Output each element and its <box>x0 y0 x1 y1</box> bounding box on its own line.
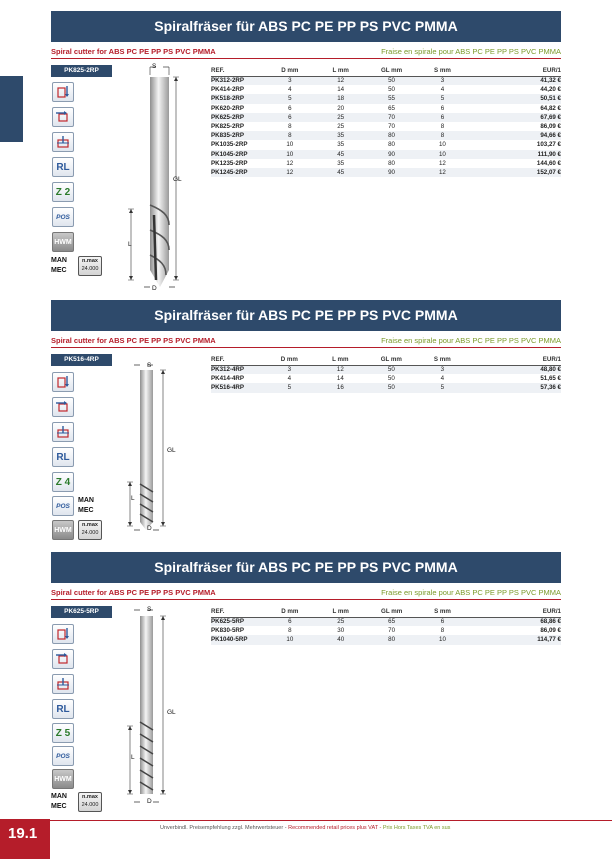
section-subtitle-row <box>51 333 561 348</box>
cell-l: 40 <box>315 635 366 644</box>
cell-s: 8 <box>440 123 445 131</box>
cell-ref: PK835-2RP <box>211 131 264 140</box>
cell-d: 10 <box>264 635 315 644</box>
spiral-cutter-drawing <box>126 606 196 814</box>
cell-price: 114,77 € <box>468 635 561 644</box>
dim-label-l: L <box>131 754 135 761</box>
section-subtitle-row <box>51 44 561 59</box>
cell-gl: 65 <box>388 104 395 112</box>
cell-s: 10 <box>417 635 468 644</box>
cell-gl: 50 <box>387 375 395 383</box>
cell-ref: PK516-4RP <box>211 383 264 392</box>
cell-d: 10 <box>264 150 315 159</box>
cell-d: 5 <box>264 94 315 103</box>
table-row <box>211 168 561 177</box>
hwm-material-icon: HWM <box>52 232 74 252</box>
table-row <box>211 617 561 626</box>
cell-d: 6 <box>288 104 292 112</box>
table-header-row: REF. D mm L mm GL mm S mm EUR/1 <box>211 66 561 76</box>
cell-price: 86,09 € <box>540 627 561 635</box>
cell-l: 14 <box>336 375 344 383</box>
table-row <box>211 383 561 392</box>
side-cut-icon <box>52 649 74 669</box>
max-rpm-badge: n.max 24.000 <box>78 792 102 812</box>
max-rpm-badge: n.max 24.000 <box>78 520 102 540</box>
cell-gl: 70 <box>388 627 396 635</box>
chapter-side-tab <box>0 76 23 142</box>
dim-label-d: D <box>147 525 152 532</box>
cell-gl: 90 <box>366 168 417 177</box>
table-row <box>211 626 561 635</box>
cell-ref: PK312-4RP <box>211 365 264 374</box>
cell-l: 18 <box>315 94 366 103</box>
cell-price: 94,66 € <box>468 131 561 140</box>
table-body <box>211 365 561 393</box>
cell-l: 35 <box>337 159 345 167</box>
cell-ref: PK414-4RP <box>211 375 245 383</box>
subtitle-english: Spiral cutter for ABS PC PE PP PS PVC PMMA <box>51 336 216 345</box>
cell-ref: PK1235-2RP <box>211 159 248 167</box>
cell-gl: 90 <box>366 150 417 159</box>
cell-price: 152,07 € <box>468 168 561 177</box>
max-rpm-badge: n.max 24.000 <box>78 256 102 276</box>
table-row <box>211 131 561 140</box>
cell-price: 57,36 € <box>468 383 561 392</box>
man-mec-label: MAN MEC <box>51 793 67 810</box>
cell-gl: 50 <box>366 76 417 85</box>
side-cut-icon <box>52 107 74 127</box>
cell-l: 45 <box>315 168 366 177</box>
cell-gl: 65 <box>366 617 417 626</box>
cell-d: 4 <box>287 375 292 383</box>
cell-ref: PK1245-2RP <box>211 168 264 177</box>
product-section-3 <box>51 552 561 814</box>
plunge-cut-icon <box>52 624 74 644</box>
positive-helix-icon: POS <box>52 496 74 516</box>
cell-s: 8 <box>417 131 468 140</box>
spiral-cutter-drawing <box>126 65 196 295</box>
cell-s: 3 <box>417 76 468 85</box>
cell-d: 3 <box>264 365 315 374</box>
table-row <box>211 635 561 644</box>
table-header-row: REF. D mm L mm GL mm S mm EUR/1 <box>211 355 561 365</box>
cell-l: 12 <box>315 365 366 374</box>
cell-s: 10 <box>438 141 446 149</box>
table-row <box>211 150 561 159</box>
man-mec-label: MAN MEC <box>51 257 67 274</box>
table-row <box>211 374 561 383</box>
cell-ref: PK518-2RP <box>211 94 264 103</box>
rotation-rl-icon: RL <box>52 447 74 467</box>
table-row <box>211 113 561 122</box>
cell-price: 144,60 € <box>536 159 561 167</box>
cell-gl: 80 <box>366 635 417 644</box>
flute-count-icon: Z 4 <box>52 472 74 492</box>
cell-ref: PK825-2RP <box>211 123 245 131</box>
cell-l: 12 <box>315 76 366 85</box>
cell-ref: PK1040-5RP <box>211 635 264 644</box>
cell-price: 67,69 € <box>468 113 561 122</box>
dim-label-l: L <box>128 241 132 248</box>
table-body <box>211 617 561 645</box>
cell-s: 5 <box>417 383 468 392</box>
man-mec-label: MAN MEC <box>78 497 94 514</box>
cell-price: 103,27 € <box>536 141 561 149</box>
cell-price: 50,51 € <box>468 94 561 103</box>
table-header-row: REF. D mm L mm GL mm S mm EUR/1 <box>211 607 561 617</box>
table-row <box>211 94 561 103</box>
cell-l: 35 <box>337 141 345 149</box>
dim-label-s: S <box>152 63 157 70</box>
cell-d: 8 <box>288 123 292 131</box>
cell-price: 51,65 € <box>540 375 561 383</box>
cell-price: 86,09 € <box>540 123 561 131</box>
cell-s: 4 <box>440 375 445 383</box>
section-subtitle-row <box>51 585 561 600</box>
cell-s: 6 <box>417 617 468 626</box>
footer-note-de: Unverbindl. Preisempfehlung zzgl. Mehrwertsteuer - <box>160 825 289 831</box>
hwm-material-icon: HWM <box>52 769 74 789</box>
cell-price: 41,32 € <box>468 76 561 85</box>
cell-l: 25 <box>315 113 366 122</box>
cell-l: 45 <box>315 150 366 159</box>
table-row <box>211 159 561 168</box>
cell-l: 25 <box>315 617 366 626</box>
dim-label-d: D <box>147 798 152 805</box>
cell-gl: 55 <box>366 94 417 103</box>
cell-l: 16 <box>315 383 366 392</box>
flute-count-icon: Z 2 <box>52 182 74 202</box>
cell-gl: 50 <box>366 383 417 392</box>
cell-d: 8 <box>264 131 315 140</box>
spiral-cutter-drawing <box>126 354 196 544</box>
product-table <box>211 355 561 393</box>
cell-l: 25 <box>337 123 345 131</box>
cell-gl: 80 <box>388 159 395 167</box>
ref-badge: PK625-5RP <box>51 606 112 618</box>
cell-l: 30 <box>337 627 345 635</box>
cell-gl: 80 <box>366 131 417 140</box>
cell-d: 12 <box>264 168 315 177</box>
table-row <box>211 140 561 149</box>
flute-count-icon: Z 5 <box>52 723 74 743</box>
table-row <box>211 85 561 94</box>
rotation-rl-icon: RL <box>52 157 74 177</box>
cell-ref: PK625-5RP <box>211 617 264 626</box>
rotation-rl-icon: RL <box>52 699 74 719</box>
plunge-cut-icon <box>52 372 74 392</box>
subtitle-french: Fraise en spirale pour ABS PC PE PP PS PVC PMMA <box>381 588 561 597</box>
subtitle-english: Spiral cutter for ABS PC PE PP PS PVC PMMA <box>51 588 216 597</box>
cell-gl: 50 <box>366 365 417 374</box>
cell-gl: 70 <box>366 113 417 122</box>
section-title: Spiralfräser für ABS PC PE PP PS PVC PMMA <box>51 552 561 583</box>
cell-s: 3 <box>417 365 468 374</box>
subtitle-french: Fraise en spirale pour ABS PC PE PP PS PVC PMMA <box>381 47 561 56</box>
side-cut-icon <box>52 397 74 417</box>
cell-d: 6 <box>264 113 315 122</box>
footer-note-fr: Prix Hors Taxes TVA en sus <box>382 825 451 831</box>
footer-price-note <box>160 825 450 831</box>
dim-label-gl: GL <box>167 447 176 454</box>
cell-gl: 70 <box>388 123 395 131</box>
dim-label-d: D <box>152 285 157 292</box>
cell-price: 44,20 € <box>540 86 561 94</box>
product-section-2 <box>51 300 561 545</box>
cell-l: 35 <box>315 131 366 140</box>
cell-gl: 50 <box>388 86 395 94</box>
cell-price: 68,86 € <box>468 617 561 626</box>
cell-d: 4 <box>288 86 292 94</box>
cell-d: 6 <box>264 617 315 626</box>
page-number: 19.1 <box>0 819 50 859</box>
dim-label-gl: GL <box>167 709 176 716</box>
cell-price: 111,90 € <box>468 150 561 159</box>
cell-l: 20 <box>337 104 345 112</box>
positive-helix-icon: POS <box>52 207 74 227</box>
hwm-material-icon: HWM <box>52 520 74 540</box>
cell-d: 5 <box>264 383 315 392</box>
cell-gl: 80 <box>388 141 395 149</box>
cell-d: 3 <box>264 76 315 85</box>
table-row <box>211 104 561 113</box>
cell-s: 8 <box>440 627 445 635</box>
product-table <box>211 607 561 645</box>
footer-note-en: Recommended retail prices plus VAT - <box>288 825 383 831</box>
dim-label-l: L <box>131 495 135 502</box>
cell-s: 12 <box>438 159 446 167</box>
ref-badge: PK825-2RP <box>51 65 112 77</box>
cell-s: 6 <box>440 104 445 112</box>
positive-helix-icon: POS <box>52 746 74 766</box>
cell-ref: PK1045-2RP <box>211 150 264 159</box>
table-row <box>211 122 561 131</box>
cell-ref: PK625-2RP <box>211 113 264 122</box>
table-body <box>211 76 561 177</box>
cell-ref: PK414-2RP <box>211 86 245 94</box>
cell-ref: PK1035-2RP <box>211 141 248 149</box>
cell-ref: PK620-2RP <box>211 104 245 112</box>
edge-cut-icon <box>52 422 74 442</box>
cell-s: 6 <box>417 113 468 122</box>
table-row <box>211 365 561 374</box>
cell-price: 64,82 € <box>540 104 561 112</box>
cell-ref: PK312-2RP <box>211 76 264 85</box>
subtitle-french: Fraise en spirale pour ABS PC PE PP PS PVC PMMA <box>381 336 561 345</box>
edge-cut-icon <box>52 674 74 694</box>
table-row <box>211 76 561 85</box>
cell-s: 12 <box>417 168 468 177</box>
product-section-1 <box>51 11 561 291</box>
section-title: Spiralfräser für ABS PC PE PP PS PVC PMMA <box>51 11 561 42</box>
footer-rule <box>50 820 612 821</box>
dim-label-s: S <box>147 606 152 613</box>
subtitle-english: Spiral cutter for ABS PC PE PP PS PVC PMMA <box>51 47 216 56</box>
dim-label-gl: GL <box>173 176 182 183</box>
dim-label-s: S <box>147 362 152 369</box>
cell-s: 10 <box>417 150 468 159</box>
cell-ref: PK830-5RP <box>211 627 245 635</box>
cell-s: 5 <box>417 94 468 103</box>
ref-badge: PK516-4RP <box>51 354 112 366</box>
plunge-cut-icon <box>52 82 74 102</box>
edge-cut-icon <box>52 132 74 152</box>
product-table <box>211 66 561 177</box>
cell-s: 4 <box>440 86 445 94</box>
section-title: Spiralfräser für ABS PC PE PP PS PVC PMMA <box>51 300 561 331</box>
cell-d: 8 <box>288 627 292 635</box>
cell-l: 14 <box>337 86 345 94</box>
cell-d: 12 <box>286 159 294 167</box>
cell-d: 10 <box>286 141 294 149</box>
cell-price: 48,80 € <box>468 365 561 374</box>
